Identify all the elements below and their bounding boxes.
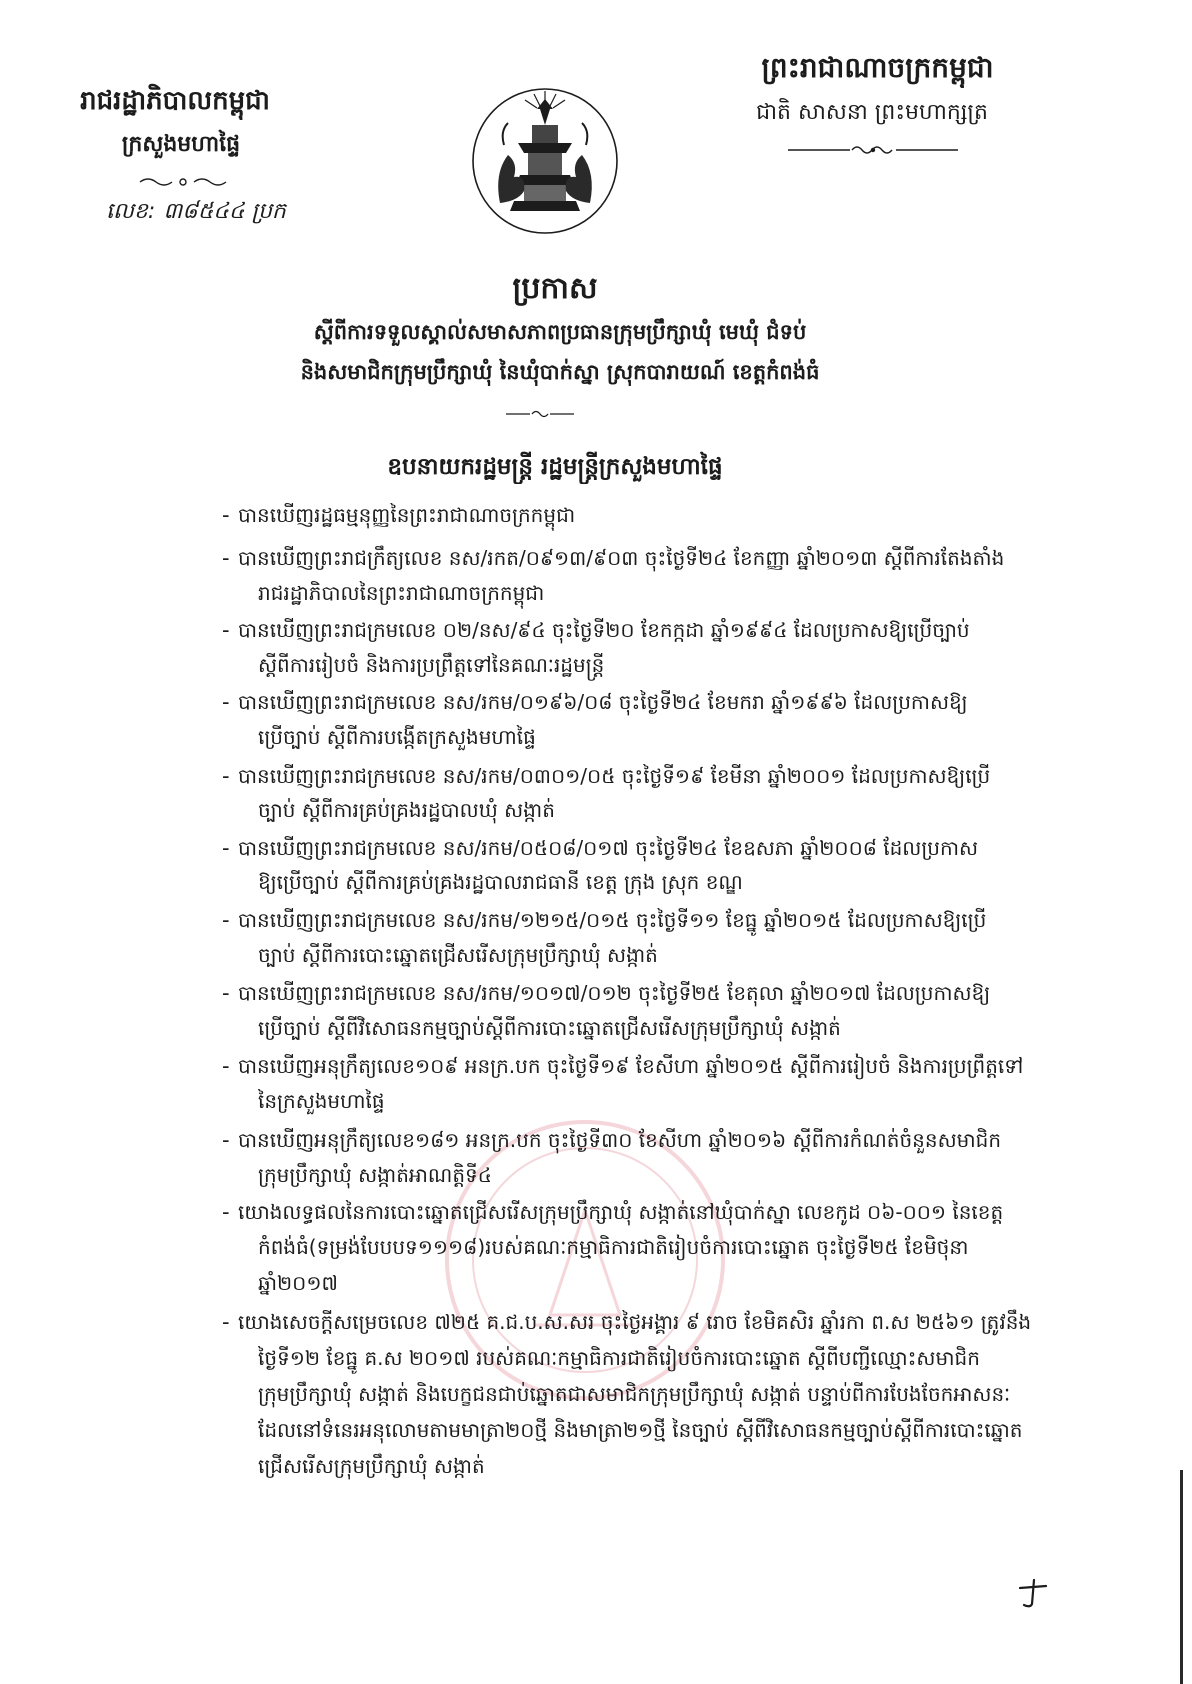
preamble-line: ច្បាប់ ស្តីពីការគ្រប់គ្រងរដ្ឋបាលឃុំ សង្កាត់ <box>258 798 555 822</box>
title-divider-ornament <box>506 408 574 420</box>
preamble-line: ថ្ងៃទី១២ ខែធ្នូ គ.ស ២០១៧ របស់គណៈកម្មាធិការជាតិរៀបចំការបោះឆ្នោត ស្តីពីបញ្ជីឈ្មោះសមាជិក <box>258 1346 980 1370</box>
handwritten-initial <box>1016 1578 1052 1608</box>
preamble-line: នៃក្រសួងមហាផ្ទៃ <box>258 1089 385 1113</box>
preamble-line: បានឃើញព្រះរាជក្រឹត្យលេខ នស/រកត/០៩១៣/៩០៣ ចុះថ្ងៃទី២៤ ខែកញ្ញា ឆ្នាំ២០១៣ ស្តីពីការតែងតាំង <box>238 546 1005 570</box>
list-marker: - <box>222 690 230 714</box>
issuing-authority: ឧបនាយករដ្ឋមន្ត្រី រដ្ឋមន្ត្រីក្រសួងមហាផ្ទៃ <box>387 454 723 480</box>
list-marker: - <box>222 764 230 788</box>
kingdom-title: ព្រះរាជាណាចក្រកម្ពុជា <box>761 51 994 84</box>
preamble-line: ក្រុមប្រឹក្សាឃុំ សង្កាត់ និងបេក្ខជនជាប់ឆ្នោតជាសមាជិកក្រុមប្រឹក្សាឃុំ សង្កាត់ បន្ទាប់ពីការបែងចែកអាសនៈ <box>258 1382 1011 1406</box>
scan-edge <box>1180 1470 1183 1684</box>
motto-divider-ornament <box>788 142 958 158</box>
preamble-line: រាជរដ្ឋាភិបាលនៃព្រះរាជាណាចក្រកម្ពុជា <box>258 581 545 605</box>
list-marker: - <box>222 503 230 527</box>
preamble-line: ច្បាប់ ស្តីពីការបោះឆ្នោតជ្រើសរើសក្រុមប្រឹក្សាឃុំ សង្កាត់ <box>258 943 658 967</box>
preamble-line: កំពង់ធំ(ទម្រង់បែបបទ១១១៨)របស់គណៈកម្មាធិការជាតិរៀបចំការបោះឆ្នោត ចុះថ្ងៃទី២៥ ខែមិថុនា <box>258 1235 969 1259</box>
document-reference-number <box>106 195 346 229</box>
subject-line: ស្តីពីការទទួលស្គាល់សមាសភាពប្រធានក្រុមប្រឹក្សាឃុំ មេឃុំ ជំទប់ <box>313 320 807 344</box>
number-label: លេខ: <box>106 199 156 224</box>
list-marker: - <box>222 1200 230 1224</box>
preamble-line: យោងលទ្ធផលនៃការបោះឆ្នោតជ្រើសរើសក្រុមប្រឹក្សាឃុំ សង្កាត់នៅឃុំបាក់ស្នា លេខកូដ ០៦-០០១ នៃខេត្ត <box>238 1200 1004 1224</box>
preamble-line: បានឃើញព្រះរាជក្រមលេខ នស/រកម/០១៩៦/០៨ ចុះថ្ងៃទី២៤ ខែមករា ឆ្នាំ១៩៩៦ ដែលប្រកាសឱ្យ <box>238 690 968 714</box>
list-marker: - <box>222 1310 230 1334</box>
list-marker: - <box>222 836 230 860</box>
preamble-line: ក្រុមប្រឹក្សាឃុំ សង្កាត់អាណត្តិទី៤ <box>258 1163 492 1187</box>
preamble-line: បានឃើញព្រះរាជក្រមលេខ ០២/នស/៩៤ ចុះថ្ងៃទី២០ ខែកក្កដា ឆ្នាំ១៩៩៤ ដែលប្រកាសឱ្យប្រើច្បាប់ <box>238 618 970 642</box>
preamble-line: បានឃើញព្រះរាជក្រមលេខ នស/រកម/០៥០៨/០១៧ ចុះថ្ងៃទី២៤ ខែឧសភា ឆ្នាំ២០០៨ ដែលប្រកាស <box>238 836 979 860</box>
preamble-line: បានឃើញព្រះរាជក្រមលេខ នស/រកម/១២១៥/០១៥ ចុះថ្ងៃទី១១ ខែធ្នូ ឆ្នាំ២០១៥ ដែលប្រកាសឱ្យប្រើ <box>238 908 987 932</box>
preamble-line: ប្រើច្បាប់ ស្តីពីវិសោធនកម្មច្បាប់ស្តីពីការបោះឆ្នោតជ្រើសរើសក្រុមប្រឹក្សាឃុំ សង្កាត់ <box>258 1016 841 1040</box>
preamble-line: ប្រើច្បាប់ ស្តីពីការបង្កើតក្រសួងមហាផ្ទៃ <box>258 725 536 749</box>
list-marker: - <box>222 1054 230 1078</box>
government-name: រាជរដ្ឋាភិបាលកម្ពុជា <box>80 86 270 116</box>
preamble-line: បានឃើញអនុក្រឹត្យលេខ១៨១ អនក្រ.បក ចុះថ្ងៃទី៣០ ខែសីហា ឆ្នាំ២០១៦ ស្តីពីការកំណត់ចំនួនសមាជិក <box>238 1128 1002 1152</box>
document-type-heading: ប្រកាស <box>512 271 598 306</box>
preamble-line: បានឃើញព្រះរាជក្រមលេខ នស/រកម/០៣០១/០៥ ចុះថ្ងៃទី១៩ ខែមីនា ឆ្នាំ២០០១ ដែលប្រកាសឱ្យប្រើ <box>238 764 991 788</box>
preamble-line: ឱ្យប្រើច្បាប់ ស្តីពីការគ្រប់គ្រងរដ្ឋបាលរាជធានី ខេត្ត ក្រុង ស្រុក ខណ្ឌ <box>258 870 743 894</box>
preamble-line: ស្តីពីការរៀបចំ និងការប្រព្រឹត្តទៅនៃគណៈរដ្ឋមន្ត្រី <box>258 653 605 677</box>
national-motto: ជាតិ សាសនា ព្រះមហាក្សត្រ <box>756 100 988 125</box>
preamble-line: បានឃើញរដ្ឋធម្មនុញ្ញនៃព្រះរាជាណាចក្រកម្ពុជា <box>238 503 576 527</box>
list-marker: - <box>222 908 230 932</box>
preamble-line: បានឃើញព្រះរាជក្រមលេខ នស/រកម/១០១៧/០១២ ចុះថ្ងៃទី២៥ ខែតុលា ឆ្នាំ២០១៧ ដែលប្រកាសឱ្យ <box>238 981 991 1005</box>
number-value: ៣៨៥៤៤ ប្រក <box>163 199 286 224</box>
preamble-line: ដែលនៅទំនេរអនុលោមតាមមាត្រា២០ថ្មី និងមាត្រា២១ថ្មី នៃច្បាប់ ស្តីពីវិសោធនកម្មច្បាប់ស្តីពីការបោះឆ្នោត <box>258 1418 1023 1442</box>
ministry-name: ក្រសួងមហាផ្ទៃ <box>121 132 241 157</box>
preamble-line: ជ្រើសរើសក្រុមប្រឹក្សាឃុំ សង្កាត់ <box>258 1454 485 1478</box>
list-marker: - <box>222 1128 230 1152</box>
list-marker: - <box>222 546 230 570</box>
list-marker: - <box>222 618 230 642</box>
preamble-line: ឆ្នាំ២០១៧ <box>258 1271 338 1295</box>
subject-line: និងសមាជិកក្រុមប្រឹក្សាឃុំ នៃឃុំបាក់ស្នា ស្រុកបារាយណ៍ ខេត្តកំពង់ធំ <box>300 360 820 384</box>
preamble-line: បានឃើញអនុក្រឹត្យលេខ១០៩ អនក្រ.បក ចុះថ្ងៃទី១៩ ខែសីហា ឆ្នាំ២០១៥ ស្តីពីការរៀបចំ និងការប្រព្រឹត្តទៅ <box>238 1054 1024 1078</box>
royal-emblem <box>470 85 620 237</box>
ministry-divider-ornament <box>138 175 228 189</box>
list-marker: - <box>222 981 230 1005</box>
preamble-line: យោងសេចក្តីសម្រេចលេខ ៧២៥ គ.ជ.ប.ស.សរ ចុះថ្ងៃអង្គារ ៩ រោច ខែមិគសិរ ឆ្នាំរកា ព.ស ២៥៦១ ត្រូវនឹង <box>238 1310 1032 1334</box>
